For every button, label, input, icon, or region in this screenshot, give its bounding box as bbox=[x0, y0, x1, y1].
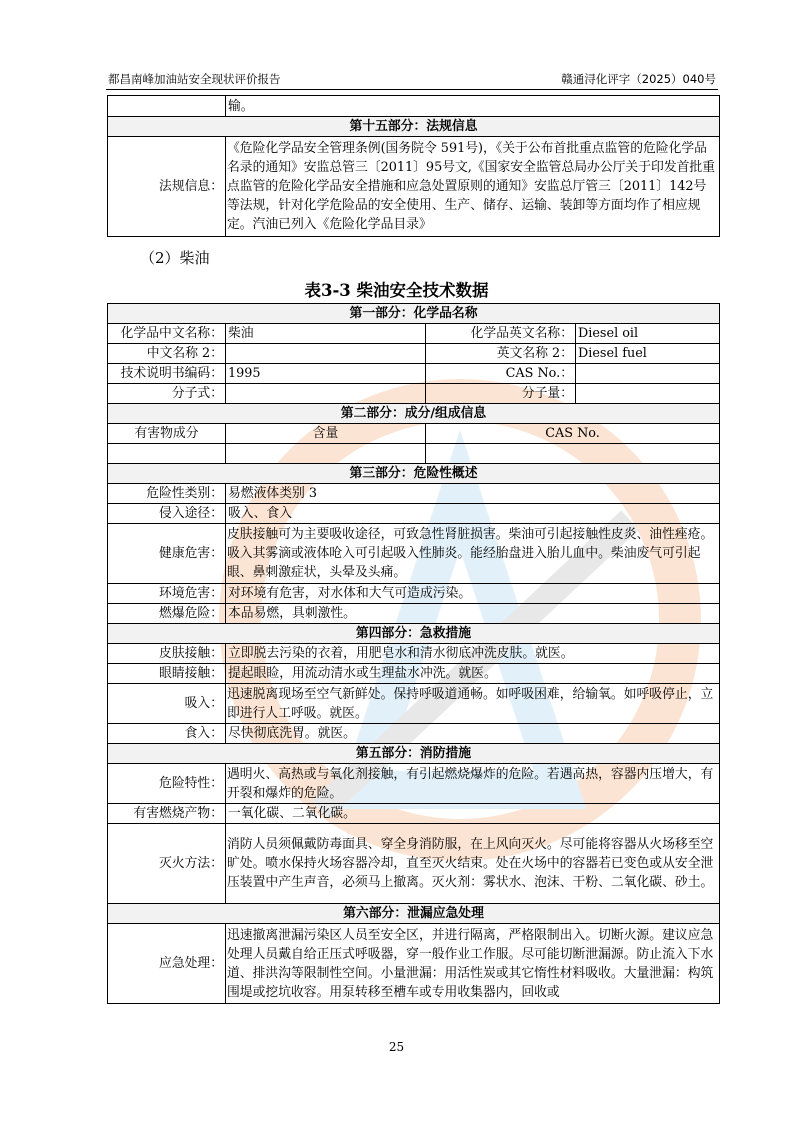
formula-value bbox=[226, 384, 426, 404]
composition-header-content: 含量 bbox=[226, 424, 426, 444]
en-name2-value: Diesel fuel bbox=[576, 344, 720, 364]
inhalation-label: 吸入： bbox=[108, 684, 226, 724]
regulatory-table bbox=[107, 95, 720, 237]
combustion-products-label: 有害燃烧产物： bbox=[108, 804, 226, 824]
inhalation-value: 迅速脱离现场至空气新鲜处。保持呼吸道通畅。如呼吸困难，给输氧。如呼吸停止，立即进行人工呼吸。就医。 bbox=[226, 684, 720, 724]
section-4-heading: 第四部分：急救措施 bbox=[108, 624, 720, 644]
subheading: （2）柴油 bbox=[140, 249, 210, 267]
ingestion-value: 尽快彻底洗胃。就医。 bbox=[226, 724, 720, 744]
cas-value bbox=[576, 364, 720, 384]
emergency-label: 应急处理： bbox=[108, 924, 226, 1004]
cn-name2-label: 中文名称 2： bbox=[108, 344, 226, 364]
emergency-value: 迅速撤离泄漏污染区人员至安全区，并进行隔离，严格限制出入。切断火源。建议应急处理人员戴自给正压式呼吸器，穿一般作业工作服。尽可能切断泄漏源。防止流入下水道、排洪沟等限制性空间。小量泄漏：用活性炭或其它惰性材料吸收。大量泄漏：构筑围堤或挖坑收容。用泵转移至槽车或专用收集器内，回收或 bbox=[226, 924, 720, 1004]
mw-value bbox=[576, 384, 720, 404]
combustion-products-value: 一氧化碳、二氧化碳。 bbox=[226, 804, 720, 824]
fire-hazard-label: 燃爆危险： bbox=[108, 604, 226, 624]
skin-contact-value: 立即脱去污染的衣着，用肥皂水和清水彻底冲洗皮肤。就医。 bbox=[226, 644, 720, 664]
hazard-category-value: 易燃液体类别 3 bbox=[226, 484, 720, 504]
section-3-heading: 第三部分：危险性概述 bbox=[108, 464, 720, 484]
section-6-heading: 第六部分：泄漏应急处理 bbox=[108, 904, 720, 924]
hazard-property-value: 遇明火、高热或与氧化剂接触，有引起燃烧爆炸的危险。若遇高热，容器内压增大，有开裂和爆炸的危险。 bbox=[226, 764, 720, 804]
hazard-category-label: 危险性类别： bbox=[108, 484, 226, 504]
extinguish-method-label: 灭火方法： bbox=[108, 824, 226, 904]
composition-header-component: 有害物成分 bbox=[108, 424, 226, 444]
header-report-number: 赣通浔化评字（2025）040号 bbox=[561, 72, 716, 86]
formula-label: 分子式： bbox=[108, 384, 226, 404]
fire-hazard-value: 本品易燃，具刺激性。 bbox=[226, 604, 720, 624]
section-1-heading: 第一部分：化学品名称 bbox=[108, 304, 720, 324]
page-header bbox=[108, 69, 716, 87]
ingestion-label: 食入： bbox=[108, 724, 226, 744]
section-2-heading: 第二部分：成分/组成信息 bbox=[108, 404, 720, 424]
continued-text: 输。 bbox=[226, 96, 720, 117]
law-label: 法规信息： bbox=[108, 137, 226, 237]
tech-code-value: 1995 bbox=[226, 364, 426, 384]
cas-label: CAS No.： bbox=[426, 364, 576, 384]
skin-contact-label: 皮肤接触： bbox=[108, 644, 226, 664]
law-text: 《危险化学品安全管理条例(国务院令 591号)，《关于公布首批重点监管的危险化学品名录的通知》安监总管三〔2011〕95号文,《国家安全监管总局办公厅关于印发首批重点监管的危险化学品安全措施和应急处置原则的通知》安监总厅管三〔2011〕142号等法规，针对化学危险品的安全使用、生产、储存、运输、装卸等方面均作了相应规定。汽油已列入《危险化学品目录》 bbox=[226, 137, 720, 237]
extinguish-method-value: 消防人员须佩戴防毒面具、穿全身消防服，在上风向灭火。尽可能将容器从火场移至空旷处。喷水保持火场容器冷却，直至灭火结束。处在火场中的容器若已变色或从安全泄压装置中产生声音，必须马上撤离。灭火剂：雾状水、泡沫、干粉、二氧化碳、砂土。 bbox=[226, 824, 720, 904]
env-hazard-label: 环境危害： bbox=[108, 584, 226, 604]
tech-code-label: 技术说明书编码： bbox=[108, 364, 226, 384]
eye-contact-label: 眼睛接触： bbox=[108, 664, 226, 684]
en-name-value: Diesel oil bbox=[576, 324, 720, 344]
section-5-heading: 第五部分：消防措施 bbox=[108, 744, 720, 764]
mw-label: 分子量： bbox=[426, 384, 576, 404]
cn-name2-value bbox=[226, 344, 426, 364]
diesel-safety-table bbox=[107, 303, 720, 1004]
section-15-heading: 第十五部分：法规信息 bbox=[108, 117, 720, 137]
env-hazard-value: 对环境有危害，对水体和大气可造成污染。 bbox=[226, 584, 720, 604]
exposure-route-label: 侵入途径： bbox=[108, 504, 226, 524]
en-name-label: 化学品英文名称： bbox=[426, 324, 576, 344]
table-caption: 表3-3 柴油安全技术数据 bbox=[304, 281, 489, 300]
eye-contact-value: 提起眼睑，用流动清水或生理盐水冲洗。就医。 bbox=[226, 664, 720, 684]
composition-header-cas: CAS No. bbox=[426, 424, 720, 444]
cn-name-value: 柴油 bbox=[226, 324, 426, 344]
health-hazard-label: 健康危害： bbox=[108, 524, 226, 584]
page-number: 25 bbox=[388, 1040, 405, 1054]
cn-name-label: 化学品中文名称： bbox=[108, 324, 226, 344]
header-rule bbox=[106, 89, 718, 90]
en-name2-label: 英文名称 2： bbox=[426, 344, 576, 364]
hazard-property-label: 危险特性： bbox=[108, 764, 226, 804]
exposure-route-value: 吸入、食入 bbox=[226, 504, 720, 524]
header-title: 都昌南峰加油站安全现状评价报告 bbox=[108, 72, 281, 86]
health-hazard-value: 皮肤接触可为主要吸收途径，可致急性肾脏损害。柴油可引起接触性皮炎、油性痤疮。吸入其雾滴或液体呛入可引起吸入性肺炎。能经胎盘进入胎儿血中。柴油废气可引起眼、鼻刺激症状，头晕及头痛。 bbox=[226, 524, 720, 584]
